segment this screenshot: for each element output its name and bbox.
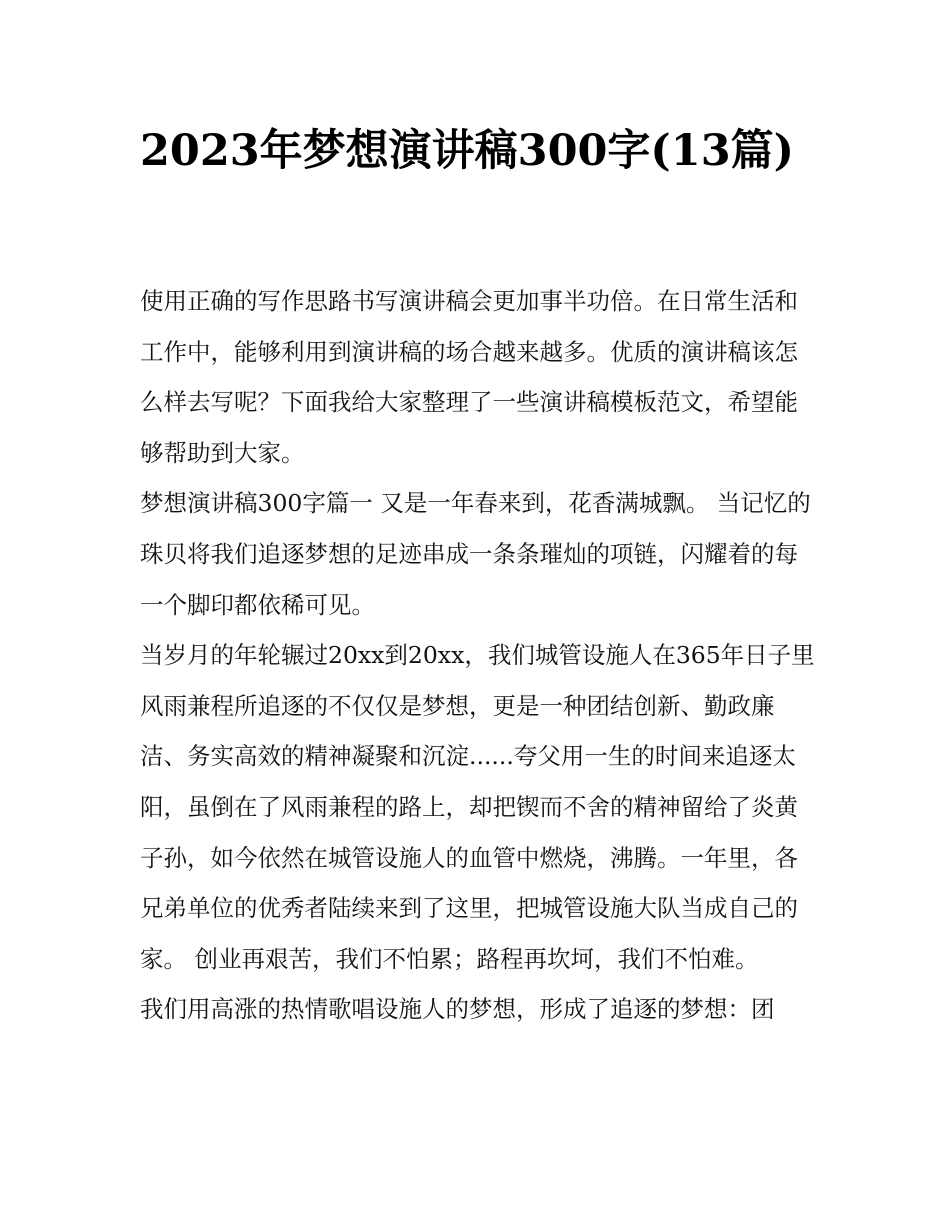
paragraph-speech-one-continued: 我们用高涨的热情歌唱设施人的梦想，形成了追逐的梦想：团 [140,995,775,1024]
document-body [140,276,816,1035]
paragraph-speech-one-opening: 梦想演讲稿300字篇一 又是一年春来到，花香满城飘。 当记忆的珠贝将我们追逐梦想的足迹串成一条条璀灿的项链，闪耀着的每一个脚印都依稀可见。 [140,489,811,619]
paragraph-intro: 使用正确的写作思路书写演讲稿会更加事半功倍。在日常生活和工作中，能够利用到演讲稿的场合越来越多。优质的演讲稿该怎么样去写呢？下面我给大家整理了一些演讲稿模板范文，希望能够帮助到大家。 [140,287,798,467]
paragraph-speech-one-body: 当岁月的年轮辗过20xx到20xx，我们城管设施人在365年日子里风雨兼程所追逐的不仅仅是梦想，更是一种团结创新、勤政廉洁、务实高效的精神凝聚和沉淀......夸父用一生的时间来追逐太阳，虽倒在了风雨兼程的路上，却把锲而不舍的精神留给了炎黄子孙，如今依然在城管设施人的血管中燃烧，沸腾。一年里，各兄弟单位的优秀者陆续来到了这里，把城管设施大队当成自己的家。 创业再艰苦，我们不怕累；路程再坎坷，我们不怕难。 [140,641,815,973]
document-title: 2023年梦想演讲稿300字(13篇) [140,126,794,176]
